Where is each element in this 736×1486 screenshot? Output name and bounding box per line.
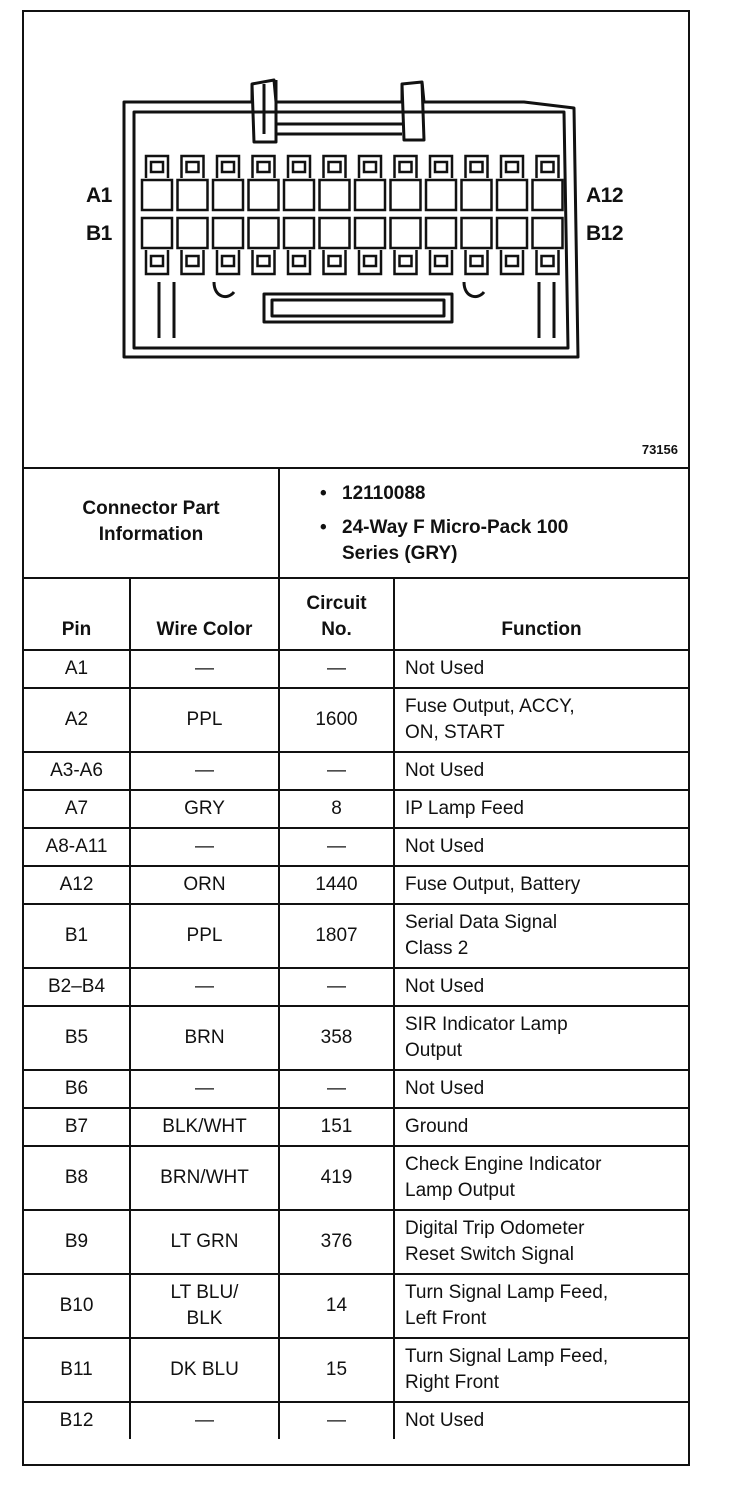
- cell-function: [394, 1338, 688, 1402]
- function-line: Digital Trip Odometer: [405, 1218, 585, 1239]
- pin-label-a12: A12: [586, 184, 624, 207]
- cavity-latch-top: [537, 156, 559, 178]
- cell-circuit-no: 151: [279, 1108, 394, 1146]
- cell-wire-color: BRN/WHT: [130, 1146, 279, 1210]
- cavity-row-a: [391, 180, 421, 210]
- cell-wire-color: BRN: [130, 1006, 279, 1070]
- table-row: [24, 688, 688, 752]
- cavity-latch-window: [506, 162, 518, 172]
- cavity-latch-window: [542, 256, 554, 266]
- cavity-latch-window: [187, 162, 199, 172]
- cavity-latch-window: [222, 256, 234, 266]
- cell-pin: A12: [24, 866, 130, 904]
- cavity-latch-window: [329, 162, 341, 172]
- table-row: [24, 1006, 688, 1070]
- bullet-icon: •: [320, 483, 327, 504]
- cavity-latch-bottom: [501, 250, 523, 274]
- cavity-latch-top: [324, 156, 346, 178]
- function-line: SIR Indicator Lamp: [405, 1014, 568, 1035]
- cell-wire-color: —: [130, 968, 279, 1006]
- cell-circuit-no: —: [279, 1070, 394, 1108]
- cavity-latch-bottom: [324, 250, 346, 274]
- cell-pin: A1: [24, 650, 130, 688]
- cavity-row-b: [249, 218, 279, 248]
- cavity-latch-window: [400, 256, 412, 266]
- header-circuit-no: [279, 578, 394, 650]
- cavity-row-a: [178, 180, 208, 210]
- cavity-latch-bottom: [288, 250, 310, 274]
- wire-color-line: BLK: [186, 1308, 223, 1329]
- cell-circuit-no: 15: [279, 1338, 394, 1402]
- cell-circuit-no: 1807: [279, 904, 394, 968]
- pin-label-b12: B12: [586, 222, 624, 245]
- table-row: [24, 752, 688, 790]
- cavity-row-b: [284, 218, 314, 248]
- cavity-latch-window: [435, 256, 447, 266]
- connector-part-info: [24, 467, 688, 579]
- cell-function: [394, 968, 688, 1006]
- cell-wire-color: —: [130, 1070, 279, 1108]
- table-row: [24, 1338, 688, 1402]
- cavity-row-a: [320, 180, 350, 210]
- cavity-latch-window: [293, 256, 305, 266]
- function-line: Ground: [405, 1116, 469, 1137]
- cavity-latch-bottom: [253, 250, 275, 274]
- cell-wire-color: DK BLU: [130, 1338, 279, 1402]
- cell-wire-color: BLK/WHT: [130, 1108, 279, 1146]
- cell-wire-color: [130, 1274, 279, 1338]
- cavity-latch-window: [329, 256, 341, 266]
- cavity-latch-top: [359, 156, 381, 178]
- cavity-row-a: [355, 180, 385, 210]
- part-info-label: [24, 467, 280, 577]
- cell-pin: B10: [24, 1274, 130, 1338]
- cavity-row-a: [497, 180, 527, 210]
- cell-pin: B2–B4: [24, 968, 130, 1006]
- cavity-row-a: [142, 180, 172, 210]
- table-row: [24, 968, 688, 1006]
- cell-function: [394, 650, 688, 688]
- cell-function: [394, 790, 688, 828]
- part-description-line2: Series (GRY): [342, 543, 458, 564]
- cavity-row-a: [284, 180, 314, 210]
- function-line: Turn Signal Lamp Feed,: [405, 1346, 609, 1367]
- table-row: [24, 1274, 688, 1338]
- cavity-latch-window: [258, 256, 270, 266]
- cavity-latch-bottom: [395, 250, 417, 274]
- cavity-row-a: [462, 180, 492, 210]
- table-header-row: [24, 578, 688, 650]
- cell-circuit-no: 419: [279, 1146, 394, 1210]
- part-info-label-line1: Connector Part: [82, 498, 220, 519]
- cavity-latch-window: [258, 162, 270, 172]
- part-info-list: [280, 481, 688, 567]
- cavity-row-b: [426, 218, 456, 248]
- cavity-row-b: [391, 218, 421, 248]
- cell-pin: B12: [24, 1402, 130, 1439]
- cell-wire-color: GRY: [130, 790, 279, 828]
- cell-pin: B7: [24, 1108, 130, 1146]
- cell-pin: A7: [24, 790, 130, 828]
- table-row: [24, 904, 688, 968]
- cell-function: [394, 1210, 688, 1274]
- function-line: Not Used: [405, 976, 485, 997]
- cavity-latch-window: [400, 162, 412, 172]
- function-line: Right Front: [405, 1372, 499, 1393]
- connector-sheet: [22, 10, 690, 1466]
- cavity-row-a: [426, 180, 456, 210]
- function-line: IP Lamp Feed: [405, 798, 525, 819]
- cell-pin: B5: [24, 1006, 130, 1070]
- table-row: [24, 1402, 688, 1439]
- cell-wire-color: —: [130, 650, 279, 688]
- part-info-label-line2: Information: [98, 524, 204, 545]
- cavity-latch-window: [506, 256, 518, 266]
- table-row: [24, 828, 688, 866]
- part-info-item: [280, 515, 688, 567]
- function-line: Lamp Output: [405, 1180, 515, 1201]
- cell-circuit-no: —: [279, 828, 394, 866]
- cell-circuit-no: 1600: [279, 688, 394, 752]
- cavity-row-b: [462, 218, 492, 248]
- cell-function: [394, 1402, 688, 1439]
- cell-function: [394, 1070, 688, 1108]
- cell-wire-color: —: [130, 828, 279, 866]
- function-line: Left Front: [405, 1308, 487, 1329]
- cavity-latch-bottom: [182, 250, 204, 274]
- cavity-latch-bottom: [359, 250, 381, 274]
- cavity-row-a: [249, 180, 279, 210]
- cell-function: [394, 752, 688, 790]
- table-row: [24, 790, 688, 828]
- header-wire-color: Wire Color: [130, 578, 279, 650]
- cell-wire-color: PPL: [130, 904, 279, 968]
- table-row: [24, 1070, 688, 1108]
- cell-function: [394, 1108, 688, 1146]
- cavity-latch-top: [182, 156, 204, 178]
- cell-wire-color: LT GRN: [130, 1210, 279, 1274]
- cavity-latch-top: [253, 156, 275, 178]
- cavity-latch-window: [471, 162, 483, 172]
- part-description-line1: 24-Way F Micro-Pack 100: [342, 517, 569, 538]
- cavity-latch-top: [430, 156, 452, 178]
- cavity-latch-top: [501, 156, 523, 178]
- function-line: Turn Signal Lamp Feed,: [405, 1282, 609, 1303]
- cell-wire-color: PPL: [130, 688, 279, 752]
- header-circuit-line2: No.: [321, 619, 352, 640]
- function-line: Serial Data Signal: [405, 912, 558, 933]
- cavity-latch-window: [435, 162, 447, 172]
- cell-wire-color: —: [130, 752, 279, 790]
- function-line: Fuse Output, Battery: [405, 874, 581, 895]
- cell-circuit-no: 14: [279, 1274, 394, 1338]
- cell-circuit-no: 8: [279, 790, 394, 828]
- cell-pin: A8-A11: [24, 828, 130, 866]
- function-line: Reset Switch Signal: [405, 1244, 574, 1265]
- function-line: Check Engine Indicator: [405, 1154, 602, 1175]
- cell-circuit-no: 376: [279, 1210, 394, 1274]
- function-line: Not Used: [405, 658, 485, 679]
- function-line: Not Used: [405, 836, 485, 857]
- header-function: Function: [394, 578, 688, 650]
- cell-pin: B1: [24, 904, 130, 968]
- cavity-latch-window: [187, 256, 199, 266]
- cell-circuit-no: 1440: [279, 866, 394, 904]
- cell-pin: B6: [24, 1070, 130, 1108]
- cavity-latch-top: [395, 156, 417, 178]
- cell-circuit-no: —: [279, 752, 394, 790]
- cell-pin: A2: [24, 688, 130, 752]
- cavity-latch-top: [146, 156, 168, 178]
- cavity-latch-window: [364, 256, 376, 266]
- cell-circuit-no: —: [279, 650, 394, 688]
- cavity-latch-top: [466, 156, 488, 178]
- function-line: Fuse Output, ACCY,: [405, 696, 575, 717]
- cell-function: [394, 866, 688, 904]
- cavity-latch-window: [542, 162, 554, 172]
- cavity-latch-top: [217, 156, 239, 178]
- cell-pin: B9: [24, 1210, 130, 1274]
- cavity-latch-bottom: [146, 250, 168, 274]
- wire-color-line: LT BLU/: [170, 1282, 239, 1303]
- bullet-icon: •: [320, 517, 327, 538]
- cavity-row-b: [178, 218, 208, 248]
- cavity-latch-window: [471, 256, 483, 266]
- cell-circuit-no: 358: [279, 1006, 394, 1070]
- cell-function: [394, 688, 688, 752]
- function-line: Not Used: [405, 1078, 485, 1099]
- part-number: 12110088: [342, 483, 426, 504]
- cavity-row-a: [213, 180, 243, 210]
- cavity-latch-top: [288, 156, 310, 178]
- cell-function: [394, 904, 688, 968]
- header-pin: Pin: [24, 578, 130, 650]
- pin-label-a1: A1: [86, 184, 112, 207]
- cavity-latch-bottom: [430, 250, 452, 274]
- cell-function: [394, 828, 688, 866]
- cell-pin: B11: [24, 1338, 130, 1402]
- cavity-row-b: [320, 218, 350, 248]
- table-row: [24, 650, 688, 688]
- cavity-latch-bottom: [537, 250, 559, 274]
- cavity-row-b: [142, 218, 172, 248]
- cavity-latch-window: [222, 162, 234, 172]
- cavity-latch-window: [151, 256, 163, 266]
- table-row: [24, 1146, 688, 1210]
- cavity-row-b: [355, 218, 385, 248]
- cell-circuit-no: —: [279, 968, 394, 1006]
- part-info-item: [280, 481, 688, 507]
- cell-function: [394, 1274, 688, 1338]
- pin-function-table: [24, 577, 688, 1439]
- function-line: Not Used: [405, 760, 485, 781]
- table-row: [24, 866, 688, 904]
- cavity-row-b: [213, 218, 243, 248]
- cell-function: [394, 1006, 688, 1070]
- table-row: [24, 1108, 688, 1146]
- cell-function: [394, 1146, 688, 1210]
- connector-figure: [24, 12, 688, 469]
- table-row: [24, 1210, 688, 1274]
- figure-number: 73156: [641, 442, 678, 457]
- function-line: Output: [405, 1040, 463, 1061]
- cell-pin: B8: [24, 1146, 130, 1210]
- cavity-latch-bottom: [466, 250, 488, 274]
- cavity-row-a: [533, 180, 563, 210]
- header-circuit-line1: Circuit: [306, 593, 367, 614]
- cell-wire-color: —: [130, 1402, 279, 1439]
- cell-pin: A3-A6: [24, 752, 130, 790]
- cavity-row-b: [497, 218, 527, 248]
- cavity-row-b: [533, 218, 563, 248]
- cavity-latch-bottom: [217, 250, 239, 274]
- cavity-latch-window: [293, 162, 305, 172]
- cell-circuit-no: —: [279, 1402, 394, 1439]
- function-line: Not Used: [405, 1410, 485, 1431]
- pin-label-b1: B1: [86, 222, 112, 245]
- function-line: Class 2: [405, 938, 469, 959]
- cell-wire-color: ORN: [130, 866, 279, 904]
- cavity-latch-window: [364, 162, 376, 172]
- function-line: ON, START: [405, 722, 505, 743]
- cavity-latch-window: [151, 162, 163, 172]
